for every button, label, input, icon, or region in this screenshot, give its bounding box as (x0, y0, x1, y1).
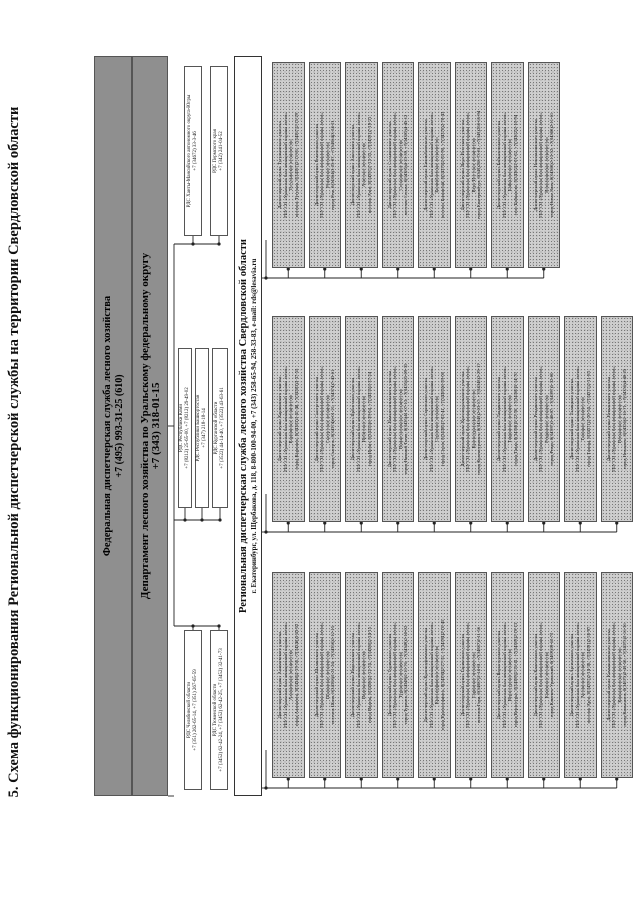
dispatch-point-branch: Невьянское лесничество (616, 394, 622, 444)
dispatch-point-phone: город Каменск-Уральский, 8(3439)39-62-72 (549, 632, 555, 718)
dispatch-point-branch: Ачитское лесничество (361, 142, 367, 188)
dispatch-point-org: ГБУ СО «Уральская база авиационной охраны лесов» (465, 112, 471, 218)
dispatch-point-branch: Карпинское лесничество (288, 394, 294, 444)
dispatch-point-box (455, 316, 488, 522)
dispatch-point-branch: Камышловское лесничество (616, 647, 622, 703)
dispatch-point-phone: город Красноуральск, 8(34343)2-03-17, +7(34343)2-29-17 (476, 363, 482, 475)
dispatch-point-phone: город Красноуфимск, 8(34394)2-27-31, +7(34394)2-10-45 (439, 619, 445, 731)
dispatch-point-branch: Серовское лесничество (434, 396, 440, 442)
dispatch-point-org: ГБУ СО «Уральская база авиационной охраны лесов» (538, 622, 544, 728)
dispatch-point-branch: Каменское лесничество (543, 651, 549, 699)
dispatch-point-box (601, 572, 634, 778)
dispatch-point-org: ГБУ СО «Уральская база авиационной охраны лесов» (574, 366, 580, 472)
dispatch-point-org: ГБУ СО «Уральская база авиационной охраны лесов» (392, 622, 398, 728)
regional-service-box (234, 56, 262, 796)
dispatch-point-org: ГБУ СО «Уральская база авиационной охраны лесов» (355, 622, 361, 728)
dispatch-point-name: Диспетчерский пункт Ивдельского участка (350, 632, 356, 718)
diagram-rotated (94, 56, 628, 796)
dispatch-point-phone: поселок Ачит, 8(34391)7-13-33, +7(34391)7-19-21 (366, 116, 372, 214)
subject-service-name: РДС Курганской области (214, 401, 219, 455)
dispatch-point-branch: Сысертское лесничество (324, 394, 330, 444)
dispatch-point-name: Диспетчерский пункт Верхотурского участка (496, 630, 502, 720)
dispatch-point-branch: Ирбитское лесничество (361, 395, 367, 443)
dispatch-point-name: Диспетчерский пункт Тавдинского участка (496, 376, 502, 462)
dispatch-point-phone: город Ирбит, 8(34355)6-39-04, +7(34355)3-37-24 (366, 371, 372, 467)
dispatch-point-box (382, 62, 415, 268)
department-phone: +7 (343) 318-01-15 (149, 382, 162, 470)
dispatch-point-name: Диспетчерский пункт Туринского участка (386, 633, 392, 717)
dispatch-point-branch: Тавдинское лесничество (507, 395, 513, 443)
subject-service-phone: +7 (351) 262-65-14, +7 (351) 267-65-59 (193, 669, 198, 751)
dispatch-point-name: Диспетчерский пункт Верх-Исетского участка (459, 119, 465, 211)
diagram (94, 56, 628, 796)
dispatch-point-branch: Красноуфимское лесничество (434, 645, 440, 705)
dispatch-point-phone: город Ревда, 8(34397)3-48-87, +7(34397)5-32-00 (549, 372, 555, 466)
subject-service-box (184, 630, 202, 790)
dispatch-point-branch: Билимбаевское лесничество (434, 137, 440, 193)
dispatch-point-branch: Гаринское лесничество (470, 652, 476, 698)
subject-service-phone: +7 (347) 218-18-14 (202, 408, 207, 448)
dispatch-point-phone: город Туринск, 8(34349)2-13-76, +7(34349)2-18-02 (403, 625, 409, 725)
dispatch-point-branch: Байкаловское лесничество (507, 138, 513, 192)
subject-service-name: РДС Тюменской области (213, 683, 218, 737)
dispatch-point-org: ГБУ СО «Уральская база авиационной охраны лесов» (319, 622, 325, 728)
dispatch-point-org: ГБУ СО «Уральская база авиационной охраны лесов» (282, 622, 288, 728)
dispatch-point-phone: город Талица, 8(34371)2-20-54, +7(34371)2-11-83 (585, 371, 591, 467)
dispatch-point-phone: поселок Арти, 8(34391)2-14-38, +7(34391)2-10-97 (585, 626, 591, 724)
dispatch-point-phone: город Сысерть, 8(34374)6-01-21, +7(34374)7-43-61 (330, 369, 336, 469)
regional-service-name: Региональная диспетчерская служба лесного хозяйства Свердловской области (237, 239, 249, 613)
dispatch-point-org: ГБУ СО «Уральская база авиационной охраны лесов» (392, 366, 398, 472)
dispatch-point-branch: Верх-Исетское лесничество (470, 137, 476, 193)
dispatch-point-name: Диспетчерский пункт Сысертского участка (313, 376, 319, 462)
dispatch-point-box (272, 62, 305, 268)
dispatch-point-box (418, 572, 451, 778)
dispatch-point-phone: город Нижний Тагил, 8(3435)41-07-13, +7(3435)25-09-35 (403, 363, 409, 475)
dispatch-point-box (418, 62, 451, 268)
dispatch-point-org: ГБУ СО «Уральская база авиационной охраны лесов» (465, 622, 471, 728)
dispatch-point-phone: поселок Тугулым, 8(34367)2-13-66, +7(34367)2-15-29 (293, 112, 299, 218)
subject-service-box (184, 66, 202, 236)
dispatch-point-box (455, 572, 488, 778)
department-box (132, 56, 168, 796)
dispatch-point-name: Диспетчерский пункт Красноуфимского участка (423, 627, 429, 723)
dispatch-point-org: ГБУ СО «Уральская база авиационной охраны лесов» (319, 112, 325, 218)
subject-service-box (210, 66, 228, 236)
dispatch-point-name: Диспетчерский пункт Невьянского участка (605, 376, 611, 462)
subject-service-box (212, 348, 228, 508)
dispatch-point-branch: Ревдинское лесничество (543, 395, 549, 443)
subject-service-phone: +7 (3522) 44-14-40, +7 (3522) 43-63-61 (220, 387, 225, 469)
dispatch-point-phone: город Реж, 8(34364)3-25-87, +7(34364)3-24-21 (330, 120, 336, 210)
dispatch-point-phone: поселок Билимбай, 8(34370)2-83-96, +7(34370)2-78-43 (439, 111, 445, 219)
subject-service-phone: +7 (3452) 62-42-24, +7 (3452) 62-42-25, +7 (3452) 32-41-73 (219, 648, 224, 772)
dispatch-point-branch: Шалинское лесничество (324, 651, 330, 699)
dispatch-point-box (564, 572, 597, 778)
dispatch-point-name: Диспетчерский пункт Ревдинского участка (532, 377, 538, 461)
dispatch-point-org: ГБУ СО «Уральская база авиационной охраны лесов» (611, 366, 617, 472)
dispatch-point-phone: город Серов, 8(34385)7-02-41, +7(34385)6-59-06 (439, 372, 445, 466)
dispatch-point-name: Диспетчерский пункт Каменского участка (532, 633, 538, 717)
department-name: Департамент лесного хозяйства по Уральскому федеральному округу (138, 252, 151, 600)
dispatch-point-box (345, 316, 378, 522)
dispatch-point-name: Диспетчерский пункт Красноуральского участка (459, 371, 465, 467)
dispatch-point-branch: Нижнетагильское лесничество (397, 388, 403, 450)
page-title: 5. Схема функционирования Региональной диспетчерской службы на территории Свердловской области (6, 106, 22, 798)
subject-service-name: РДС Республики Башкортостан (196, 394, 201, 462)
dispatch-point-box (528, 572, 561, 778)
federal-service-phone: +7 (495) 993-31-25 (610) (113, 374, 125, 478)
dispatch-point-phone: поселок Гари, 8(34387)2-14-81, +7(34387)2-11-56 (476, 626, 482, 724)
dispatch-point-box (382, 572, 415, 778)
dispatch-point-org: ГБУ СО «Уральская база авиационной охраны лесов» (501, 112, 507, 218)
dispatch-point-org: ГБУ СО «Уральская база авиационной охраны лесов» (282, 366, 288, 472)
dispatch-point-org: ГБУ СО «Уральская база авиационной охраны лесов» (282, 112, 288, 218)
dispatch-point-phone: поселок Сосьва, 8(34385)4-23-59, +7(34385)4-45-12 (403, 114, 409, 216)
dispatch-point-org: ГБУ СО «Уральская база авиационной охраны лесов» (428, 622, 434, 728)
dispatch-point-org: ГБУ СО «Уральская база авиационной охраны лесов» (611, 622, 617, 728)
dispatch-point-org: ГБУ СО «Уральская база авиационной охраны лесов» (319, 366, 325, 472)
dispatch-point-phone: поселок Шаля, 8(34358)2-21-24, +7(34358)2-12-15 (330, 625, 336, 725)
dispatch-point-phone: город Невьянск, 8(34356)2-16-71, +7(34356)4-48-25 (622, 368, 628, 470)
subject-service-name: РДС Ханты-Мансийского автономного округа-Югры (187, 94, 192, 208)
regional-service-contacts: г. Екатеринбург, ул. Щербакова, д. 118, 8-800-100-94-00, +7 (343) 258-65-94, 258-33-83, e-mail: rds@lesavia.ru (249, 258, 258, 594)
dispatch-point-phone: город Алапаевск, 8(34346)2-19-58, +7(34346)3-43-02 (293, 623, 299, 727)
dispatch-point-box (455, 62, 488, 268)
dispatch-point-org: ГБУ СО «Уральская база авиационной охраны лесов» (501, 622, 507, 728)
dispatch-point-name: Диспетчерский пункт Режевского участка (313, 124, 319, 206)
subject-service-box (195, 348, 209, 508)
subject-service-box (210, 630, 228, 790)
dispatch-point-branch: Ивдельское лесничество (361, 650, 367, 700)
subject-service-name: РДС Челябинской области (187, 681, 192, 739)
dispatch-point-name: Диспетчерский пункт Тугулымского участка (277, 121, 283, 209)
dispatch-point-org: ГБУ СО «Уральская база авиационной охраны лесов» (465, 366, 471, 472)
dispatch-point-box (491, 572, 524, 778)
dispatch-point-name: Диспетчерский пункт Серовского участка (423, 378, 429, 460)
dispatch-point-org: ГБУ СО «Уральская база авиационной охраны лесов» (355, 112, 361, 218)
dispatch-point-name: Диспетчерский пункт Новолялинского участка (532, 119, 538, 211)
dispatch-point-name: Диспетчерский пункт Сосьвинского участка (386, 121, 392, 209)
dispatch-point-name: Диспетчерский пункт Билимбаевского участка (423, 119, 429, 211)
dispatch-point-phone: город Новая Ляля, 8(34388)2-13-52, +7(34388)2-11-61 (549, 112, 555, 218)
dispatch-point-org: ГБУ СО «Уральская база авиационной охраны лесов» (501, 366, 507, 472)
dispatch-point-branch: Артинское лесничество (580, 651, 586, 699)
dispatch-point-phone: село Байкалово, 8(34362)2-01-62, +7(34362)2-10-94 (512, 114, 518, 216)
dispatch-point-org: ГБУ СО «Уральская база авиационной охраны лесов» (355, 366, 361, 472)
dispatch-point-box (309, 572, 342, 778)
dispatch-point-org: ГБУ СО «Уральская база авиационной охраны лесов» (574, 622, 580, 728)
subject-service-phone: +7 (34672) 33-3-46 (193, 131, 198, 171)
dispatch-point-phone: город Карпинск, 8(34383)3-41-48, +7(34383)3-37-55 (293, 368, 299, 470)
dispatch-point-name: Диспетчерский пункт Байкаловского участка (496, 120, 502, 210)
dispatch-point-box (382, 316, 415, 522)
dispatch-point-box (491, 316, 524, 522)
federal-service-box (94, 56, 132, 796)
dispatch-point-box (272, 316, 305, 522)
subject-service-box (178, 348, 192, 508)
dispatch-point-name: Диспетчерский пункт Артинского участка (569, 633, 575, 717)
dispatch-point-branch: Талицкое лесничество (580, 397, 586, 441)
subject-service-phone: +7 (342) 241-04-52 (219, 131, 224, 171)
dispatch-point-box (418, 316, 451, 522)
subject-service-name: РДС Республики Коми (179, 403, 184, 453)
dispatch-point-name: Диспетчерский пункт Шалинского участка (313, 632, 319, 718)
dispatch-point-name: Диспетчерский пункт Алапаевского участка (277, 631, 283, 719)
dispatch-point-box (345, 572, 378, 778)
dispatch-point-branch: Режевское лесничество (324, 142, 330, 188)
dispatch-point-branch: Новолялинское лесничество (543, 137, 549, 193)
dispatch-point-box (601, 316, 634, 522)
dispatch-point-branch: Алапаевское лесничество (288, 649, 294, 701)
dispatch-point-name: Диспетчерский пункт Ирбитского участка (350, 377, 356, 461)
dispatch-point-org: ГБУ СО «Уральская база авиационной охраны лесов» (428, 366, 434, 472)
dispatch-point-phone: город Ивдель, 8(34386)2-12-74, +7(34386)2-14-15 (366, 626, 372, 724)
dispatch-point-name: Диспетчерский пункт Гаринского участка (459, 634, 465, 716)
dispatch-point-box (491, 62, 524, 268)
dispatch-point-phone: город Камышлов, 8(34375)2-43-58, +7(34375)2-16-36 (622, 623, 628, 727)
dispatch-point-phone: город Екатеринбург, 8(343)258-73-81, +7(343)258-65-94 (476, 110, 482, 220)
subject-service-phone: +7 (8212) 25-65-00, +7 (8212) 29-49-02 (185, 387, 190, 469)
dispatch-point-phone: город Тавда, 8(34360)5-22-50, +7(34360)5-14-70 (512, 372, 518, 466)
subject-service-name: РДС Пермского края (213, 129, 218, 173)
dispatch-point-name: Диспетчерский пункт Ачитского участка (350, 124, 356, 206)
dispatch-point-branch: Туринское лесничество (397, 652, 403, 699)
dispatch-point-branch: Тугулымское лесничество (288, 139, 294, 191)
dispatch-point-phone: город Верхотурье, 8(34389)2-26-41, +7(34389)2-19-13 (512, 622, 518, 728)
dispatch-point-org: ГБУ СО «Уральская база авиационной охраны лесов» (538, 112, 544, 218)
dispatch-point-name: Диспетчерский пункт Карпинского участка (277, 376, 283, 462)
dispatch-point-box (309, 316, 342, 522)
dispatch-point-branch: Красноуральское лесничество (470, 389, 476, 449)
dispatch-point-name: Диспетчерский пункт Камышловского участка (605, 629, 611, 721)
dispatch-point-box (528, 316, 561, 522)
dispatch-point-box (564, 316, 597, 522)
dispatch-point-box (272, 572, 305, 778)
federal-service-name: Федеральная диспетчерская служба лесного хозяйства (101, 295, 113, 557)
dispatch-point-box (528, 62, 561, 268)
dispatch-point-org: ГБУ СО «Уральская база авиационной охраны лесов» (538, 366, 544, 472)
dispatch-point-box (345, 62, 378, 268)
dispatch-point-org: ГБУ СО «Уральская база авиационной охраны лесов» (392, 112, 398, 218)
dispatch-point-branch: Сосьвинское лесничество (397, 139, 403, 191)
dispatch-point-box (309, 62, 342, 268)
dispatch-point-name: Диспетчерский пункт Нижнетагильского участка (386, 370, 392, 468)
dispatch-point-branch: Верхотурское лесничество (507, 648, 513, 702)
dispatch-point-name: Диспетчерский пункт Талицкого участка (569, 378, 575, 460)
dispatch-point-org: ГБУ СО «Уральская база авиационной охраны лесов» (428, 112, 434, 218)
